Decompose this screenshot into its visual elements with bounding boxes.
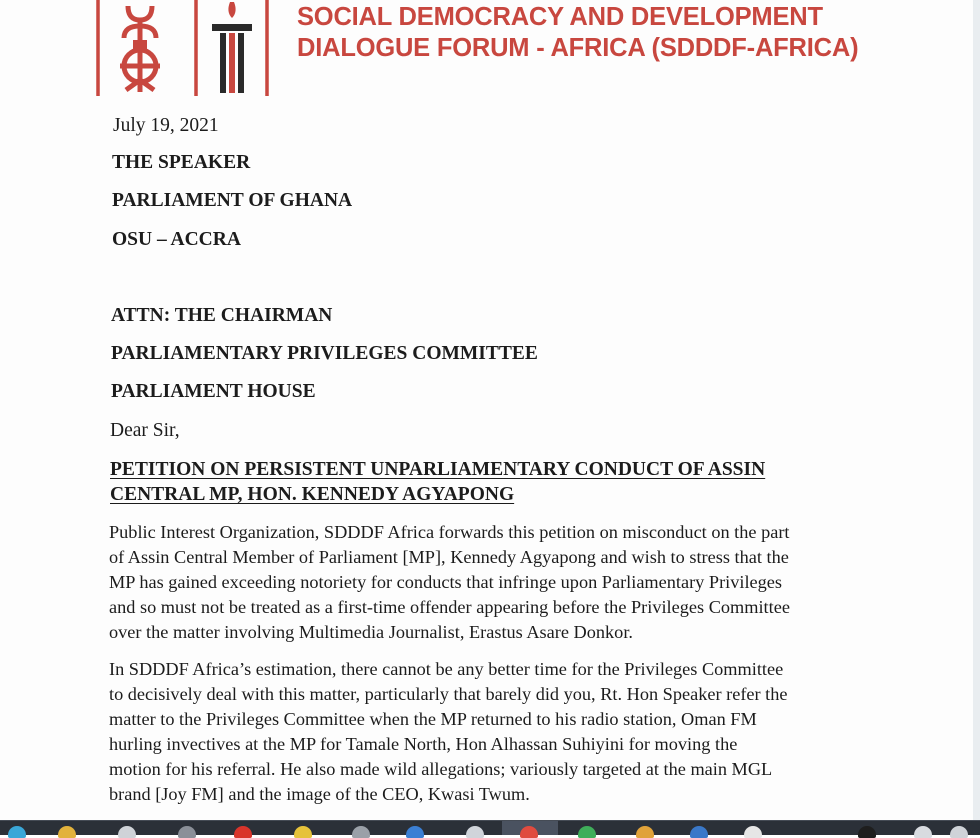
terminal-icon[interactable] [858,826,876,838]
red-app-icon[interactable] [234,826,252,838]
file-icon[interactable] [466,826,484,838]
yellow-app-icon[interactable] [294,826,312,838]
paragraph-line: matter to the Privileges Committee when the MP returned to his radio station, Oman FM [109,709,757,729]
organization-name-line2: DIALOGUE FORUM - AFRICA (SDDDF-AFRICA) [297,34,859,62]
paragraph-line: motion for his referral. He also made wild allegations; variously targeted at the main MGL [109,759,773,779]
paragraph-2 [109,657,869,807]
active-red-app-icon[interactable] [520,826,538,838]
adinkra-symbol-and-torch-logo-icon [96,0,272,98]
paragraph-line: of Assin Central Member of Parliament [MP], Kennedy Agyapong and wish to stress that the [109,547,789,567]
system-tray-icon[interactable] [914,826,932,838]
blue-app-icon[interactable] [406,826,424,838]
paragraph-line: hurling invectives at the MP for Tamale North, Hon Alhassan Suhiyini for moving the [109,734,738,754]
globe-icon[interactable] [690,826,708,838]
search-icon[interactable] [950,826,968,838]
recipient-line: OSU – ACCRA [112,229,241,250]
subject-line: CENTRAL MP, HON. KENNEDY AGYAPONG [110,484,515,505]
paragraph-1 [109,520,869,645]
recipient-line: PARLIAMENT OF GHANA [112,190,353,211]
paragraph-line: over the matter involving Multimedia Journalist, Erastus Asare Donkor. [109,622,633,642]
attention-line: PARLIAMENT HOUSE [111,381,316,402]
subject-line: PETITION ON PERSISTENT UNPARLIAMENTARY CONDUCT OF ASSIN [110,459,766,480]
salutation: Dear Sir, [110,420,180,441]
paragraph-line: Public Interest Organization, SDDDF Africa forwards this petition on misconduct on the part [109,522,790,542]
folder-icon[interactable] [58,826,76,838]
taskbar [0,820,980,835]
attention-line: ATTN: THE CHAIRMAN [111,305,333,326]
paragraph-line: to decisively deal with this matter, particularly that barely did you, Rt. Hon Speaker refer the [109,684,788,704]
media-icon[interactable] [636,826,654,838]
organization-name-line1: SOCIAL DEMOCRACY AND DEVELOPMENT [297,3,823,31]
page-edge [973,0,980,820]
recipient-line: THE SPEAKER [112,152,251,173]
green-app-icon[interactable] [578,826,596,838]
paragraph-line: brand [Joy FM] and the image of the CEO, Kwasi Twum. [109,784,530,804]
browser-icon[interactable] [8,826,26,838]
paragraph-line: MP has gained exceeding notoriety for conducts that infringe upon Parliamentary Privileges [109,572,783,592]
petition-subject [110,457,765,507]
window-icon[interactable] [352,826,370,838]
organization-name [297,2,937,64]
letter-date: July 19, 2021 [113,115,219,136]
notes-icon[interactable] [744,826,762,838]
attention-line: PARLIAMENTARY PRIVILEGES COMMITTEE [111,343,538,364]
document-icon[interactable] [118,826,136,838]
paragraph-line: and so must not be treated as a first-time offender appearing before the Privileges Committee [109,597,790,617]
app-icon[interactable] [178,826,196,838]
paragraph-line: In SDDDF Africa’s estimation, there cannot be any better time for the Privileges Committee [109,659,784,679]
